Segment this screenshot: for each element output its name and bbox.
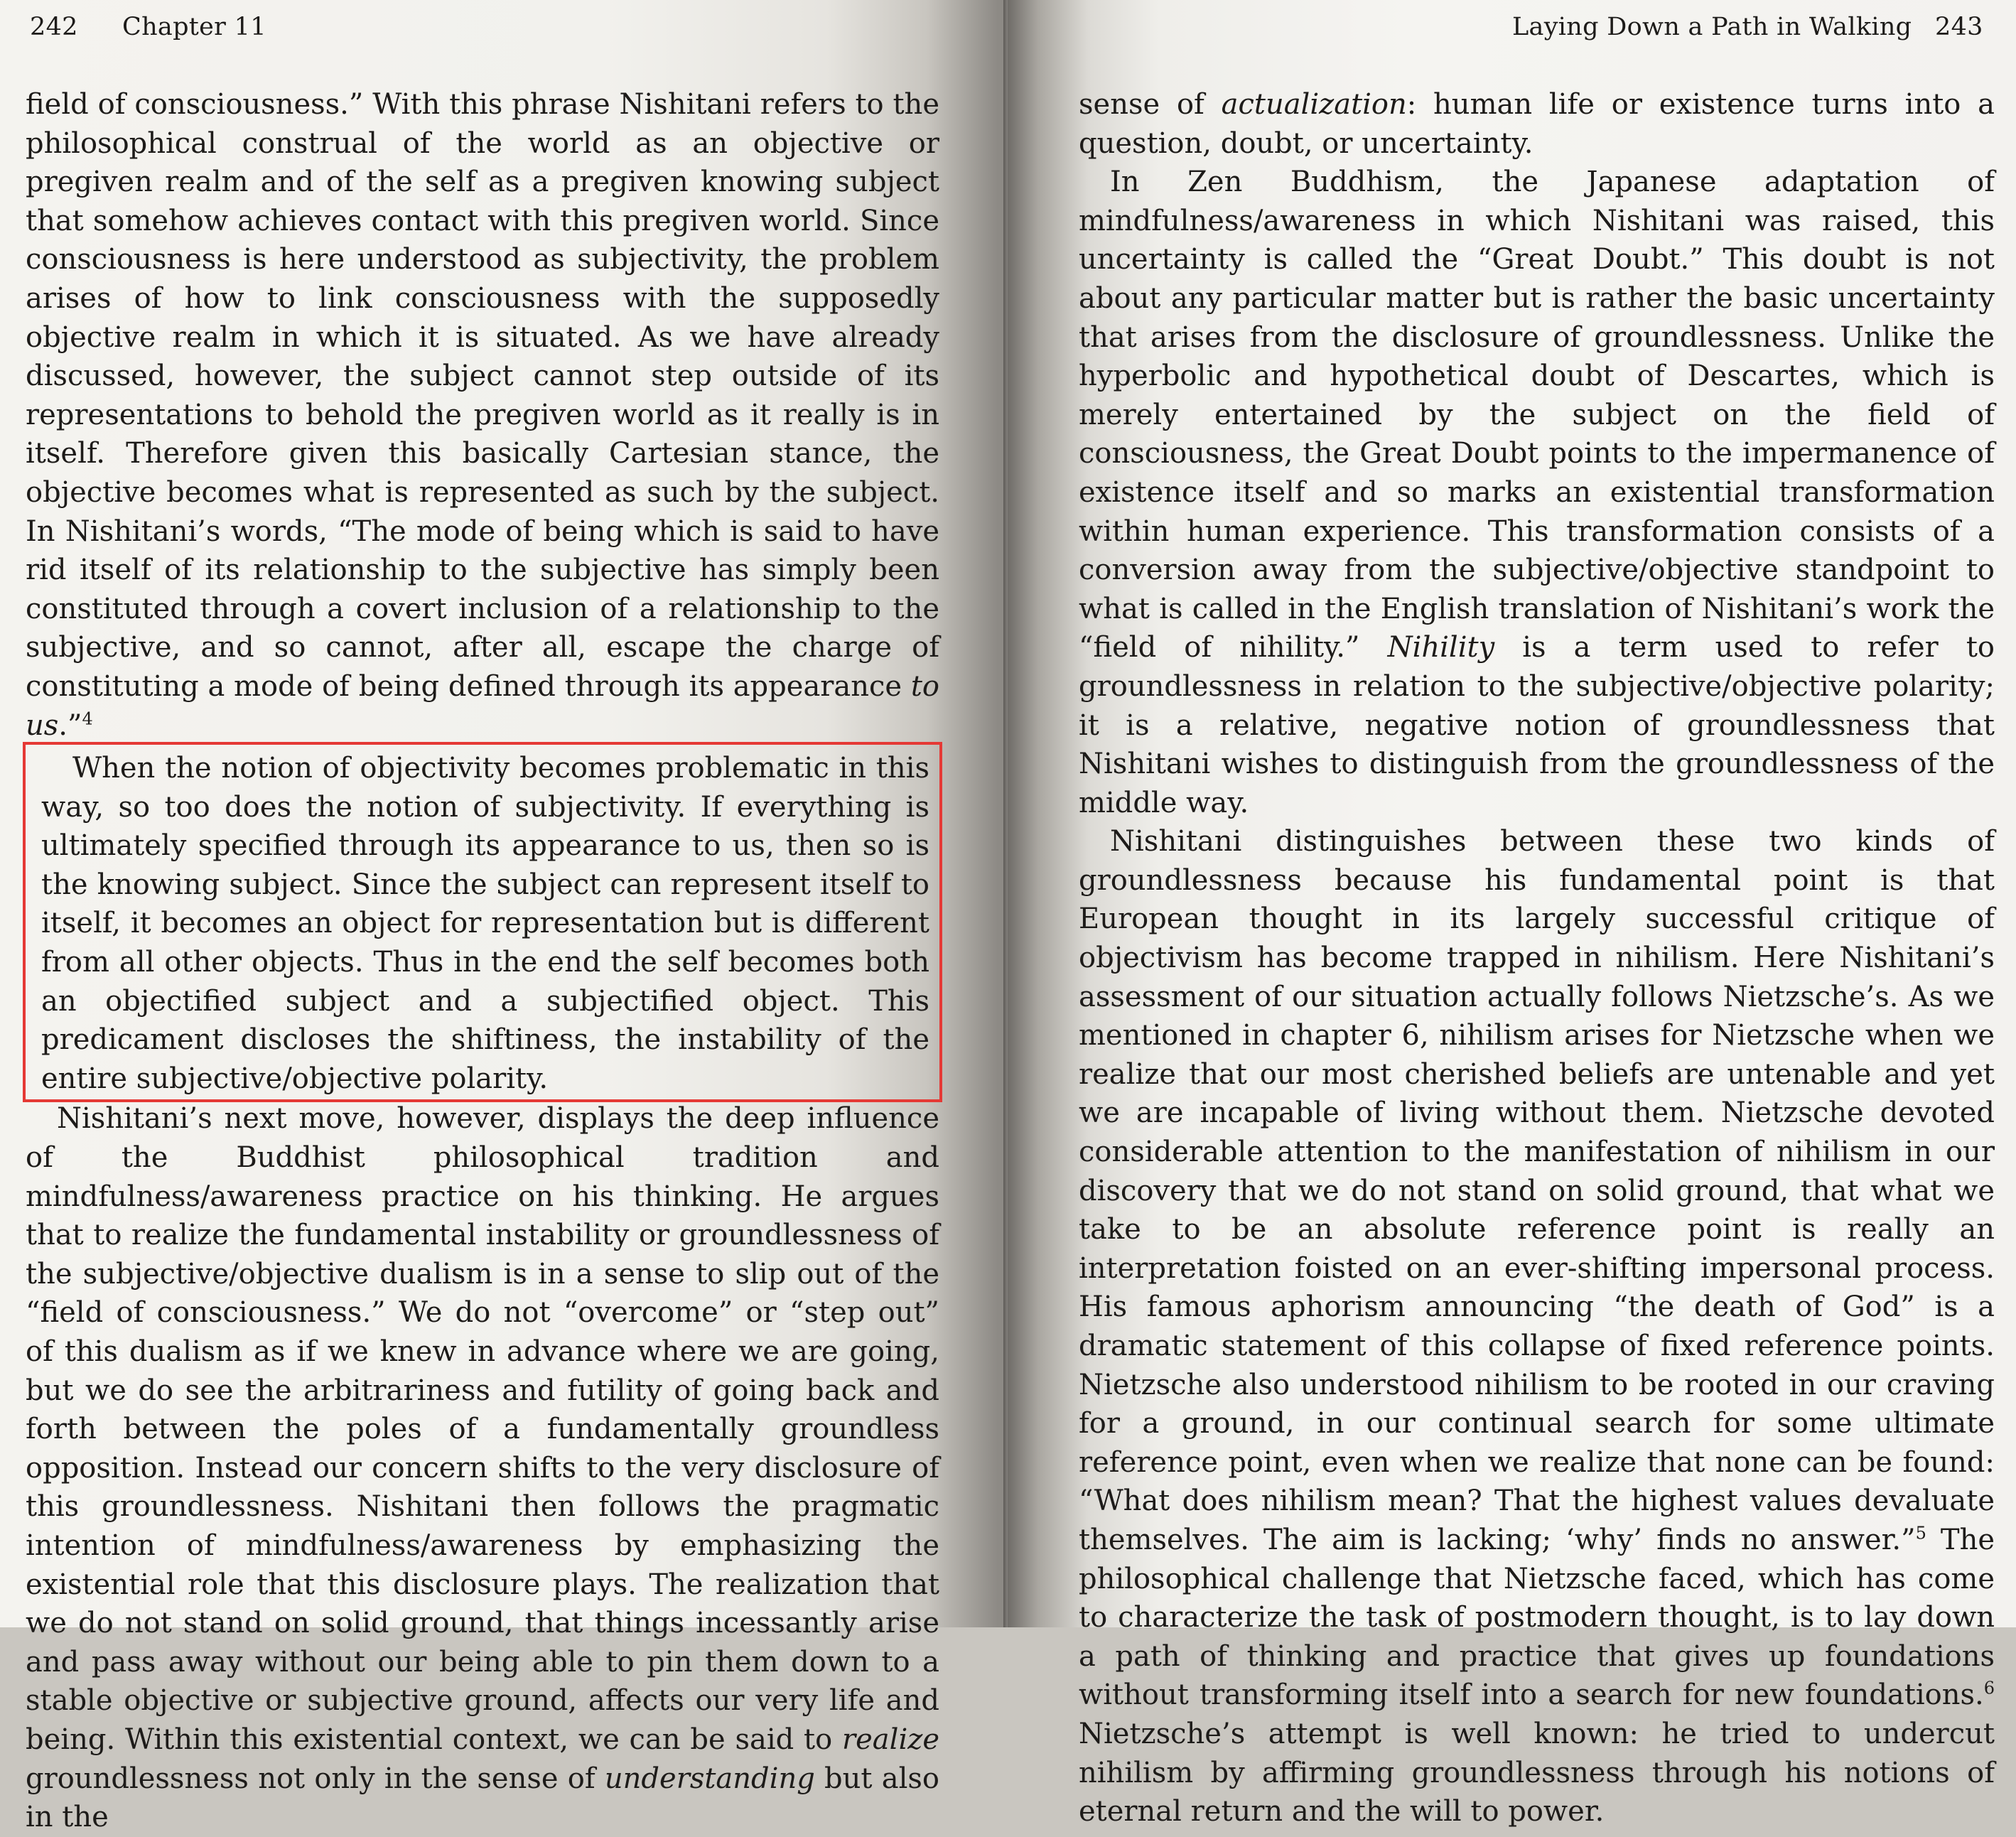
italic-text: realize — [842, 1723, 939, 1756]
italic-text: Nihility — [1387, 631, 1495, 664]
running-head-left: Chapter 11 — [122, 13, 266, 41]
text-run: The philosophical challenge that Nietzsche faced, which has come to characterize the task of postmodern thought, is to lay down a path of thinking and practice that gives up foundations without transforming itself into a search for new foundations. — [1079, 1523, 1995, 1712]
text-run: groundlessness not only in the sense of — [26, 1762, 605, 1795]
paragraph — [26, 1099, 939, 1836]
footnote-ref: 6 — [1983, 1679, 1995, 1699]
right-page — [1008, 0, 2016, 1828]
italic-text: to us — [26, 669, 939, 742]
paragraph — [1079, 163, 1995, 822]
paragraph — [1079, 822, 1995, 1831]
text-run: field of consciousness.” With this phrase Nishitani refers to the philosophical construal of the world as an objective or pregiven realm and of the self as a pregiven knowing subject that somehow achieves contact with this pregiven world. Since consciousness is here understood as subjectivity, the problem arises of how to link consciousness with the supposedly objective realm in which it is situated. As we have already discussed, however, the subject cannot step outside of its representations to behold the pregiven world as it really is in itself. Therefore given this basically Cartesian stance, the objective becomes what is represented as such by the subject. In Nishitani’s words, “The mode of being which is said to have rid itself of its relationship to the subjective has simply been constituted through a covert inclusion of a relationship to the subjective, and so cannot, after all, escape the charge of constituting a mode of being defined through its appearance — [26, 88, 939, 703]
italic-text: understanding — [604, 1762, 815, 1795]
text-run: is a term used to refer to groundlessness in relation to the subjective/objective polarity; it is a relative, negative notion of groundlessness that Nishitani wishes to distinguish from the groundlessness of the middle way. — [1079, 631, 1995, 819]
page-number-right: 243 — [1935, 13, 1983, 41]
page-number-left: 242 — [30, 13, 78, 41]
right-page-body — [1079, 85, 1995, 1831]
text-run: Nishitani’s next move, however, displays the deep influence of the Buddhist philosophical tradition and mindfulness/awareness practice on his thinking. He argues that to realize the fundamental instability or groundlessness of the subjective/objective dualism is in a sense to slip out of the “field of consciousness.” We do not “overcome” or “step out” of this dualism as if we knew in advance where we are going, but we do see the arbitrariness and futility of going back and forth between the poles of a fundamentally groundless opposition. Instead our concern shifts to the very disclosure of this groundlessness. Nishitani then follows the pragmatic intention of mindfulness/awareness by emphasizing the existential role that this disclosure plays. The realization that we do not stand on solid ground, that things incessantly arise and pass away without our being able to pin them down to a stable objective or subjective ground, affects our very life and being. Within this existential context, we can be said to — [26, 1102, 939, 1756]
text-run: .” — [58, 709, 82, 742]
paragraph-continued — [1079, 85, 1995, 163]
footnote-ref: 5 — [1915, 1523, 1926, 1544]
text-run: In Zen Buddhism, the Japanese adaptation of mindfulness/awareness in which Nishitani was raised, this uncertainty is called the “Great Doubt.” This doubt is not about any particular matter but is rather the basic uncertainty that arises from the disclosure of groundlessness. Unlike the hyperbolic and hypothetical doubt of Descartes, which is merely entertained by the subject on the field of consciousness, the Great Doubt points to the impermanence of existence itself and so marks an existential transformation within human experience. This transformation consists of a conversion away from the subjective/objective standpoint to what is called in the English translation of Nishitani’s work the “field of nihility.” — [1079, 166, 1995, 664]
text-run: Nishitani distinguishes between these two kinds of groundlessness because his fundamental point is that European thought in its largely successful critique of objectivism has become trapped in nihilism. Here Nishitani’s assessment of our situation actually follows Nietzsche’s. As we mentioned in chapter 6, nihilism arises for Nietzsche when we realize that our most cherished beliefs are untenable and yet we are incapable of living without them. Nietzsche devoted considerable attention to the manifestation of nihilism in our discovery that we do not stand on solid ground, that what we take to be an absolute reference point is really an interpretation foisted on an ever-shifting impersonal process. His famous aphorism announcing “the death of God” is a dramatic statement of this collapse of fixed reference points. Nietzsche also understood nihilism to be rooted in our craving for a ground, in our continual search for some ultimate reference point, even when we realize that none can be found: “What does nihilism mean? That the highest values devaluate themselves. The aim is lacking; ‘why’ finds no answer.” — [1079, 825, 1995, 1556]
italic-text: actualization — [1221, 88, 1407, 121]
text-run: but also in the — [26, 1762, 939, 1834]
text-run: sense of — [1079, 88, 1222, 121]
text-run: When the notion of objectivity becomes problematic in this way, so too does the notion of subjectivity. If everything is ultimately specified through its appearance to us, then so is the knowing subject. Since the subject can represent itself to itself, it becomes an object for representation but is different from all other objects. Thus in the end the self becomes both an objectified subject and a subjectified object. This predicament discloses the shiftiness, the instability of the entire subjective/objective polarity. — [41, 752, 929, 1095]
left-page — [0, 0, 1008, 1834]
highlighted-paragraph — [26, 745, 939, 1099]
running-head-right: Laying Down a Path in Walking — [1512, 13, 1912, 41]
text-run: : human life or existence turns into a question, doubt, or uncertainty. — [1079, 88, 1995, 160]
footnote-ref: 4 — [82, 709, 93, 729]
paragraph-continued — [26, 85, 939, 745]
text-run: Nietzsche’s attempt is well known: he tried to undercut nihilism by affirming groundlessness through his notions of eternal return and the will to power. — [1079, 1717, 1995, 1828]
left-page-body — [26, 85, 939, 1837]
